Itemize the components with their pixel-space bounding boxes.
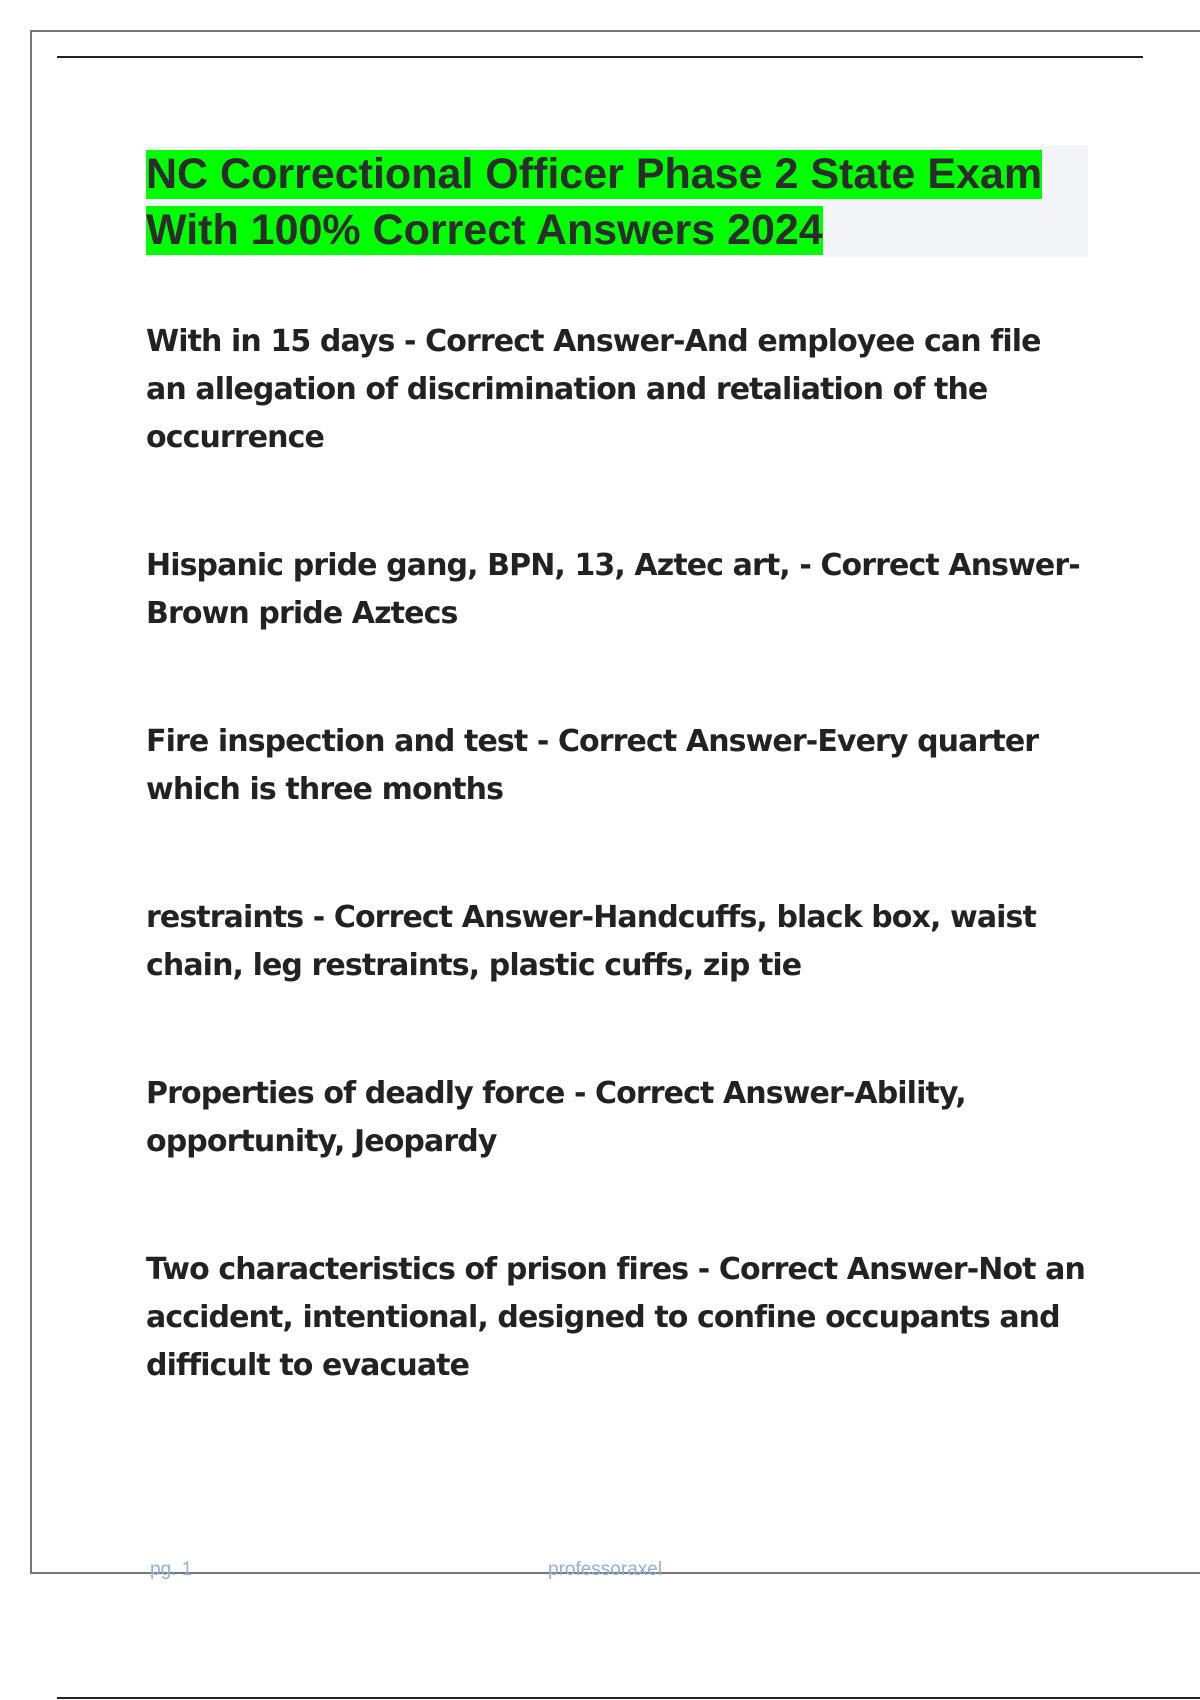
header-rule [57,56,1143,58]
document-title [146,146,1088,258]
title-block [146,146,1088,257]
qa-item: With in 15 days - Correct Answer-And employee can file an allegation of discrimination and retaliation of the occurrence [146,324,1041,455]
qa-list [146,318,1086,1470]
qa-item: Properties of deadly force - Correct Answer-Ability, opportunity, Jeopardy [146,1076,966,1159]
footer-page-number: pg. 1 [150,1559,193,1580]
footer-rule [57,1697,1200,1699]
qa-item: restraints - Correct Answer-Handcuffs, black box, waist chain, leg restraints, plastic cuffs, zip tie [146,900,1036,983]
document-title-highlight: NC Correctional Officer Phase 2 State Exam With 100% Correct Answers 2024 [146,150,1043,254]
qa-item: Hispanic pride gang, BPN, 13, Aztec art, - Correct Answer-Brown pride Aztecs [146,548,1080,631]
qa-item: Fire inspection and test - Correct Answer-Every quarter which is three months [146,724,1039,807]
footer-author: professoraxel [548,1559,663,1580]
qa-item: Two characteristics of prison fires - Correct Answer-Not an accident, intentional, designed to confine occupants and difficult to evacuate [146,1252,1085,1383]
